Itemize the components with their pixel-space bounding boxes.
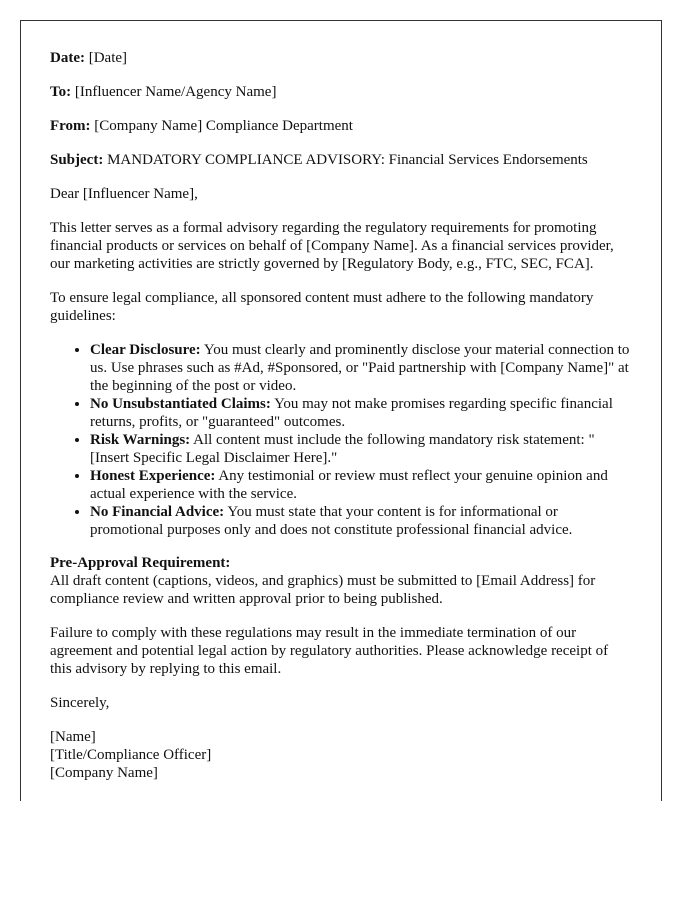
guideline-text: You may not make promises regarding specific financial returns, profits, or "guaranteed" outcomes. — [90, 396, 613, 430]
signoff: Sincerely, — [50, 695, 110, 711]
guideline-text: Any testimonial or review must reflect your genuine opinion and actual experience with the service. — [90, 468, 608, 502]
guideline-title: Honest Experience: — [90, 468, 216, 484]
guideline-title: No Financial Advice: — [90, 504, 225, 520]
list-item — [90, 431, 632, 467]
to-line — [50, 83, 632, 101]
list-item — [90, 503, 632, 539]
date-line — [50, 49, 632, 67]
preapproval-section — [50, 554, 632, 608]
guideline-title: Clear Disclosure: — [90, 342, 201, 358]
letter-document — [20, 20, 662, 801]
list-item — [90, 467, 632, 503]
salutation: Dear [Influencer Name], — [50, 186, 198, 202]
to-value: [Influencer Name/Agency Name] — [74, 84, 277, 100]
from-value: [Company Name] Compliance Department — [94, 118, 353, 134]
preapproval-text: All draft content (captions, videos, and graphics) must be submitted to [Email Address] for compliance review and written approval prior to being published. — [50, 573, 596, 607]
subject-line — [50, 151, 632, 169]
guidelines-intro: To ensure legal compliance, all sponsored content must adhere to the following mandatory guidelines: — [50, 290, 594, 324]
intro-paragraph: This letter serves as a formal advisory regarding the regulatory requirements for promoting financial products or services on behalf of [Company Name]. As a financial services provider, our marketing activities are strictly governed by [Regulatory Body, e.g., FTC, SEC, FCA]. — [50, 220, 614, 272]
from-line — [50, 117, 632, 135]
signature-title: [Title/Compliance Officer] — [50, 747, 212, 763]
preapproval-title: Pre-Approval Requirement: — [50, 555, 231, 571]
guidelines-list — [50, 341, 632, 539]
from-label: From: — [50, 118, 91, 134]
list-item — [90, 395, 632, 431]
date-label: Date: — [50, 50, 85, 66]
guideline-text: All content must include the following mandatory risk statement: "[Insert Specific Legal Disclaimer Here]." — [90, 432, 595, 466]
subject-label: Subject: — [50, 152, 104, 168]
guideline-title: Risk Warnings: — [90, 432, 191, 448]
guideline-text: You must state that your content is for informational or promotional purposes only and does not constitute professional financial advice. — [90, 504, 573, 538]
date-value: [Date] — [88, 50, 128, 66]
signature-company: [Company Name] — [50, 765, 158, 781]
guideline-text: You must clearly and prominently disclose your material connection to us. Use phrases such as #Ad, #Sponsored, or "Paid partnership with [Company Name]" at the beginning of the post or video. — [90, 342, 630, 394]
signature-name: [Name] — [50, 729, 96, 745]
subject-value: MANDATORY COMPLIANCE ADVISORY: Financial Services Endorsements — [107, 152, 588, 168]
signature-block — [50, 728, 632, 782]
guideline-title: No Unsubstantiated Claims: — [90, 396, 271, 412]
closing-paragraph: Failure to comply with these regulations may result in the immediate termination of our agreement and potential legal action by regulatory authorities. Please acknowledge receipt of this advisory by replying to this email. — [50, 625, 609, 677]
list-item — [90, 341, 632, 395]
to-label: To: — [50, 84, 72, 100]
